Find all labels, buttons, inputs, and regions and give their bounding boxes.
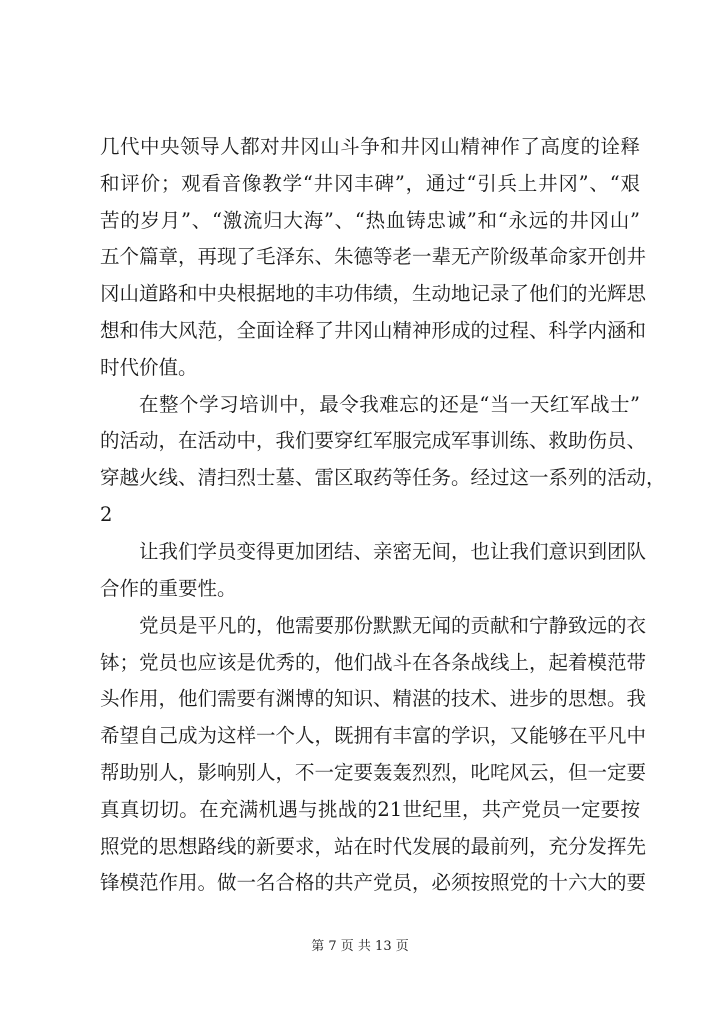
text-line: 头作用，他们需要有渊博的知识、精湛的技术、进步的思想。我 xyxy=(100,687,647,710)
paragraph-first-line: 让我们学员变得更加团结、亲密无间，也让我们意识到团队 xyxy=(139,540,647,563)
text-line: 苦的岁月”、“激流归大海”、“热血铸忠诚”和“永远的井冈山” xyxy=(100,209,640,232)
text-line: 穿越火线、清扫烈士墓、雷区取药等任务。经过这一系列的活动， xyxy=(100,466,666,489)
page-number-footer: 第 7 页 共 13 页 xyxy=(311,939,409,954)
text-line: 真真切切。在充满机遇与挑战的21世纪里，共产党员一定要按 xyxy=(100,798,640,821)
text-line: 和评价；观看音像教学“井冈丰碑”，通过“引兵上井冈”、“艰 xyxy=(100,172,640,195)
paragraph-first-line: 党员是平凡的，他需要那份默默无闻的贡献和宁静致远的衣 xyxy=(139,614,647,637)
text-line: 锋模范作用。做一名合格的共产党员，必须按照党的十六大的要 xyxy=(100,871,647,894)
text-line: 想和伟大风范，全面诠释了井冈山精神形成的过程、科学内涵和 xyxy=(100,319,647,342)
text-line: 几代中央领导人都对井冈山斗争和井冈山精神作了高度的诠释 xyxy=(100,135,640,158)
text-line: 希望自己成为这样一个人，既拥有丰富的学识，又能够在平凡中 xyxy=(100,724,647,747)
text-line: 时代价值。 xyxy=(100,356,198,379)
text-line: 2 xyxy=(100,503,113,526)
text-line: 的活动，在活动中，我们要穿红军服完成军事训练、救助伤员、 xyxy=(100,429,647,452)
text-line: 钵；党员也应该是优秀的，他们战斗在各条战线上，起着模范带 xyxy=(100,651,647,674)
text-line: 五个篇章，再现了毛泽东、朱德等老一辈无产阶级革命家开创井 xyxy=(100,245,647,268)
text-line: 照党的思想路线的新要求，站在时代发展的最前列，充分发挥先 xyxy=(100,835,647,858)
text-line: 冈山道路和中央根据地的丰功伟绩，生动地记录了他们的光辉思 xyxy=(100,282,647,305)
paragraph-first-line: 在整个学习培训中，最令我难忘的还是“当一天红军战士” xyxy=(139,393,640,416)
text-line: 合作的重要性。 xyxy=(100,577,237,600)
text-line: 帮助别人，影响别人，不一定要轰轰烈烈，叱咤风云，但一定要 xyxy=(100,761,647,784)
